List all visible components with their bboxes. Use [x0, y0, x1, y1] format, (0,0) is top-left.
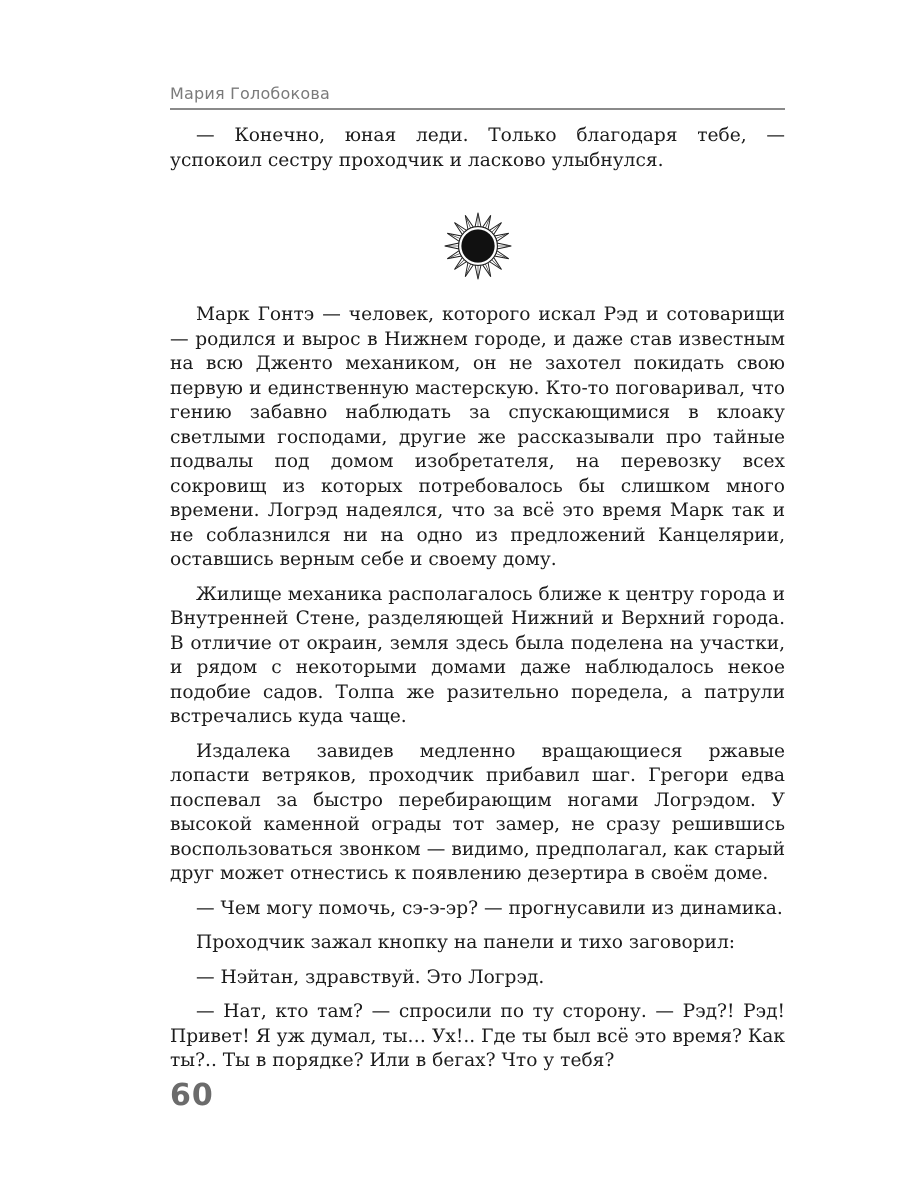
- paragraph: — Конечно, юная леди. Только благодаря тебе, — успокоил сестру проходчик и ласково улыбнулся.: [170, 125, 785, 171]
- page-number: 60: [170, 1078, 214, 1113]
- black-sun-ornament-icon: [441, 209, 515, 283]
- paragraph: — Нат, кто там? — спросили по ту сторону. — Рэд?! Рэд! Привет! Я уж думал, ты… Ух!.. Где ты был всё это время? Как ты?.. Ты в порядке? Или в бегах? Что у тебя?: [170, 1001, 785, 1071]
- paragraph: Проходчик зажал кнопку на панели и тихо заговорил:: [196, 932, 736, 953]
- header-rule: [170, 108, 785, 110]
- body-text: [170, 124, 785, 1084]
- paragraph: — Чем могу помочь, сэ-э-эр? — прогнусавили из динамика.: [196, 897, 783, 919]
- running-header-author: Мария Голобокова: [170, 84, 330, 103]
- section-break: [170, 183, 785, 303]
- paragraph: Марк Гонтэ — человек, которого искал Рэд и сотоварищи — родился и вырос в Нижнем городе, и даже став известным на всю Дженто механиком, он не захотел покидать свою первую и единственную мастерскую. Кто-то поговаривал, что гению забавно наблюдать за спускающимися в клоаку светлыми господами, другие же рассказывали про тайные подвалы под домом изобретателя, на перевозку всех сокровищ из которых потребовалось бы слишком много времени. Логрэд надеялся, что за всё это время Марк так и не соблазнился ни на одно из предложений Канцелярии, оставшись верным себе и своему дому.: [170, 304, 785, 570]
- running-header: [170, 80, 785, 110]
- paragraph: Издалека завидев медленно вращающиеся ржавые лопасти ветряков, проходчик прибавил шаг. Грегори едва поспевал за быстро перебирающим ногами Логрэдом. У высокой каменной ограды тот замер, не сразу решившись воспользоваться звонком — видимо, предполагал, как старый друг может отнестись к появлению дезертира в своём доме.: [170, 740, 785, 884]
- paragraph: Жилище механика располагалось ближе к центру города и Внутренней Стене, разделяющей Нижний и Верхний города. В отличие от окраин, земля здесь была поделена на участки, и рядом с некоторыми домами даже наблюдалось некое подобие садов. Толпа же разительно поредела, а патрули встречались куда чаще.: [170, 583, 785, 727]
- paragraph: — Нэйтан, здравствуй. Это Логрэд.: [196, 966, 545, 988]
